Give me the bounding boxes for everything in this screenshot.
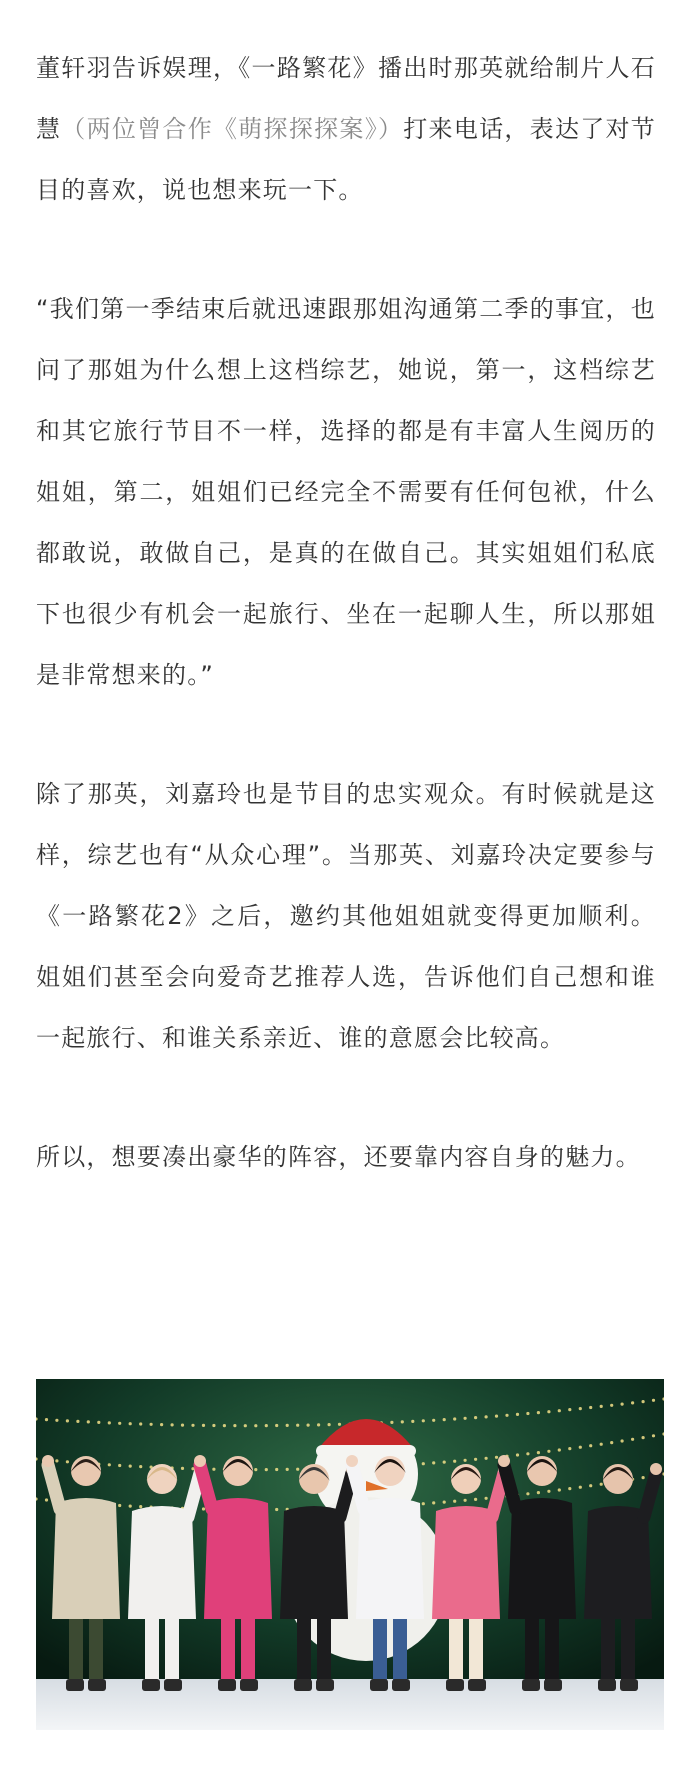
paragraph-1-tail: 打来电话，表达了对节目的喜欢，说也想来玩一下。 bbox=[36, 115, 657, 204]
paragraph-1-lead: 董轩羽告诉娱理，《一路繁花》播出时那英就给制片人石慧 bbox=[36, 54, 656, 143]
group-photo bbox=[36, 1379, 664, 1730]
paragraph-1 bbox=[36, 38, 656, 221]
paragraph-2: “我们第一季结束后就迅速跟那姐沟通第二季的事宜，也问了那姐为什么想上这档综艺，她说，第一，这档综艺和其它旅行节目不一样，选择的都是有丰富人生阅历的姐姐，第二，姐姐们已经完全不需要有任何包袱，什么都敢说，敢做自己，是真的在做自己。其实姐姐们私底下也很少有机会一起旅行、坐在一起聊人生，所以那姐是非常想来的。” bbox=[36, 295, 656, 689]
snow-ground bbox=[36, 1679, 664, 1730]
paragraph-4: 所以，想要凑出豪华的阵容，还要靠内容自身的魅力。 bbox=[36, 1143, 641, 1171]
group-photo-illustration bbox=[36, 1379, 664, 1730]
paragraph-3: 除了那英，刘嘉玲也是节目的忠实观众。有时候就是这样，综艺也有“从众心理”。当那英、刘嘉玲决定要参与《一路繁花2》之后，邀约其他姐姐就变得更加顺利。姐姐们甚至会向爱奇艺推荐人选，告诉他们自己想和谁一起旅行、和谁关系亲近、谁的意愿会比较高。 bbox=[36, 780, 656, 1052]
paragraph-1-aside: （两位曾合作《萌探探探案》） bbox=[61, 115, 404, 143]
